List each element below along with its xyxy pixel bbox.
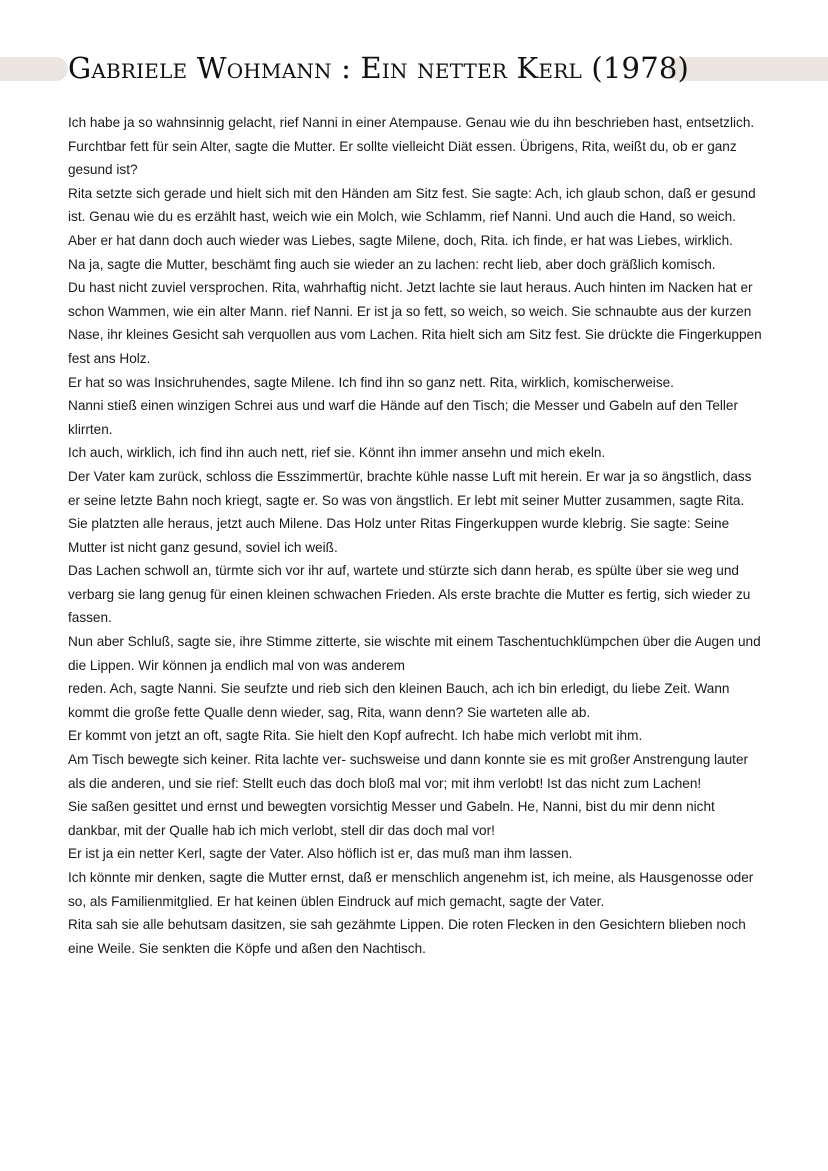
paragraph: Der Vater kam zurück, schloss die Esszimmertür, brachte kühle nasse Luft mit herein. Er war ja so ängstlich, dass er seine letzte Bahn noch kriegt, sagte er. So was von ängstlich. Er lebt mit seiner Mutter zusammen, sagte Rita. Sie platzten alle heraus, jetzt auch Milene. Das Holz unter Ritas Fingerkuppen wurde klebrig. Sie sagte: Seine Mutter ist nicht ganz gesund, soviel ich weiß. [68,468,752,555]
title-band-left-bar [0,57,68,81]
paragraph: Nanni stieß einen winzigen Schrei aus und warf die Hände auf den Tisch; die Messer und Gabeln auf den Teller klirrten. [68,398,739,437]
paragraph: Das Lachen schwoll an, türmte sich vor ihr auf, wartete und stürzte sich dann herab, es spülte über sie weg und verbarg sie lang genug für einen kleinen schwachen Frieden. Als erste brachte die Mutter es fertig, sich wieder zu fassen. [68,563,751,626]
paragraph: Nun aber Schluß, sagte sie, ihre Stimme zitterte, sie wischte mit einem Taschentuchklümpchen über die Augen und die Lippen. Wir können ja endlich mal von was anderem [68,634,761,673]
paragraph: Ich auch, wirklich, ich find ihn auch nett, rief sie. Könnt ihn immer ansehn und mich ekeln. [68,445,606,461]
paragraph: Ich habe ja so wahnsinnig gelacht, rief Nanni in einer Atempause. Genau wie du ihn beschrieben hast, entsetzlich. [68,115,755,130]
paragraph: Na ja, sagte die Mutter, beschämt fing auch sie wieder an zu lachen: recht lieb, aber doch gräßlich komisch. [68,256,716,272]
paragraph: Du hast nicht zuviel versprochen. Rita, wahrhaftig nicht. Jetzt lachte sie laut heraus. Auch hinten im Nacken hat er schon Wammen, wie ein alter Mann. rief Nanni. Er ist ja so fett, so weich, so weich. Sie schnaubte aus der kurzen Nase, ihr kleines Gesicht sah verquollen aus vom Lachen. Rita hielt sich am Sitz fest. Sie drückte die Fingerkuppen fest ans Holz. [68,280,762,366]
paragraph: Rita sah sie alle behutsam dasitzen, sie sah gezähmte Lippen. Die roten Flecken in den Gesichtern blieben noch eine Weile. Sie senkten die Köpfe und aßen den Nachtisch. [68,917,746,956]
paragraph: Aber er hat dann doch auch wieder was Liebes, sagte Milene, doch, Rita. ich finde, er hat was Liebes, wirklich. [68,232,733,248]
paragraph: reden. Ach, sagte Nanni. Sie seufzte und rieb sich den kleinen Bauch, ach ich bin erledigt, du liebe Zeit. Wann kommt die große fette Qualle denn wieder, sag, Rita, wann denn? Sie warteten alle ab. [68,681,730,720]
paragraph: Er kommt von jetzt an oft, sagte Rita. Sie hielt den Kopf aufrecht. Ich habe mich verlobt mit ihm. [68,728,643,744]
paragraph: Furchtbar fett für sein Alter, sagte die Mutter. Er sollte vielleicht Diät essen. Übrigens, Rita, weißt du, ob er ganz gesund ist? [68,138,737,178]
paragraph: Er ist ja ein netter Kerl, sagte der Vater. Also höflich ist er, das muß man ihm lassen. [68,846,573,862]
paragraph: Er hat so was Insichruhendes, sagte Milene. Ich find ihn so ganz nett. Rita, wirklich, komischerweise. [68,374,674,390]
title-band-right-bar [668,57,828,81]
story-text [68,111,764,960]
paragraph: Rita setzte sich gerade und hielt sich mit den Händen am Sitz fest. Sie sagte: Ach, ich glaub schon, daß er gesund ist. Genau wie du es erzählt hast, weich wie ein Molch, wie Schlamm, rief Nanni. Und auch die Hand, so weich. [68,185,756,225]
page-title: Gabriele Wohmann : Ein netter Kerl (1978) [68,51,690,85]
paragraph: Ich könnte mir denken, sagte die Mutter ernst, daß er menschlich angenehm ist, ich meine, als Hausgenosse oder so, als Familienmitglied. Er hat keinen üblen Eindruck auf mich gemacht, sagte der Vater. [68,870,754,909]
paragraph: Sie saßen gesittet und ernst und bewegten vorsichtig Messer und Gabeln. He, Nanni, bist du mir denn nicht dankbar, mit der Qualle hab ich mich verlobt, stell dir das doch mal vor! [68,799,715,838]
title-band [0,0,828,100]
paragraph: Am Tisch bewegte sich keiner. Rita lachte ver- suchsweise und dann konnte sie es mit großer Anstrengung lauter als die anderen, und sie rief: Stellt euch das doch bloß mal vor; mit ihm verlobt! Ist das nicht zum Lachen! [68,752,749,791]
